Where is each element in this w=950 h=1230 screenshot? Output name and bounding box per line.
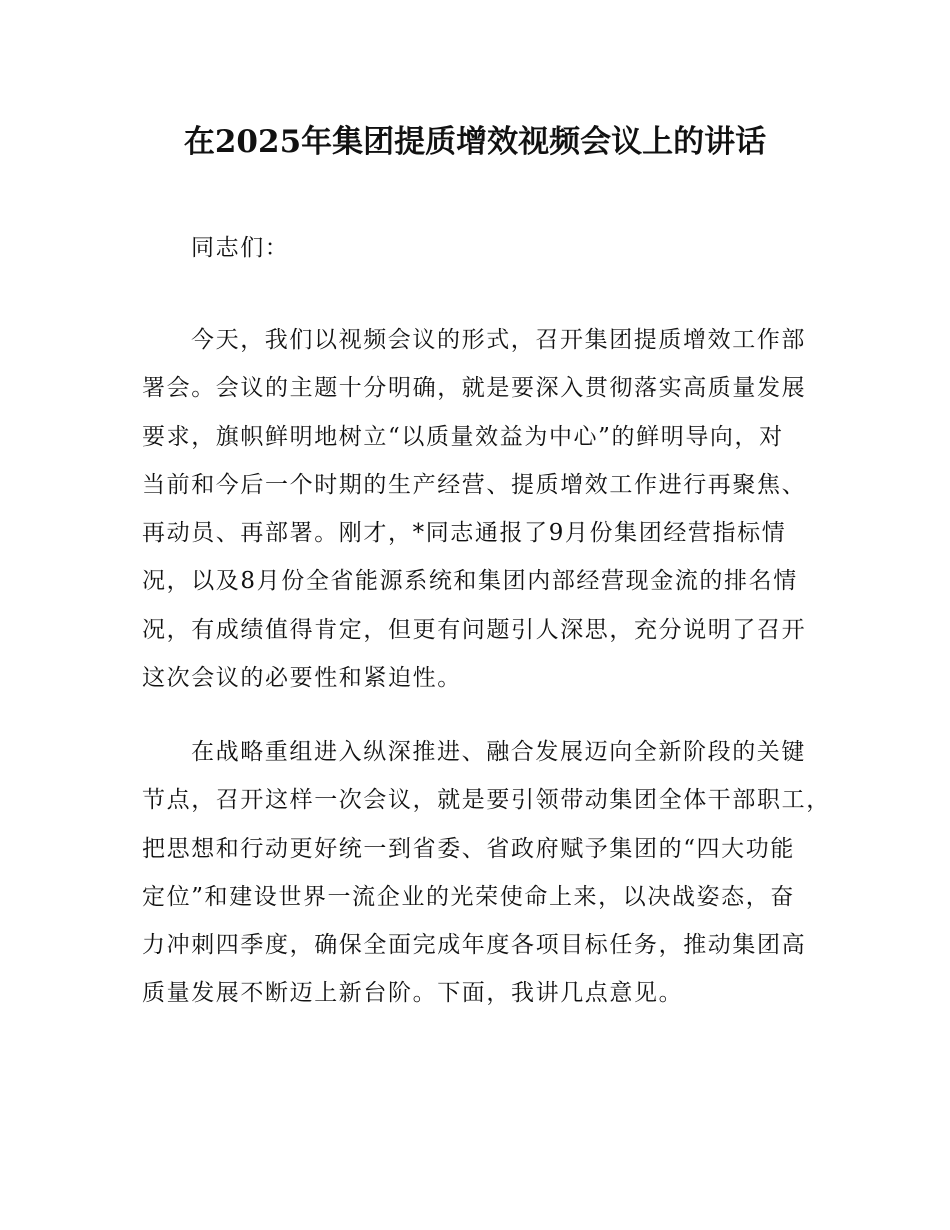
paragraph-line: 这次会议的必要性和紧迫性。 (142, 665, 462, 692)
document-title: 在2025年集团提质增效视频会议上的讲话 (183, 124, 767, 160)
salutation (142, 224, 812, 272)
paragraph-line: 力冲刺四季度，确保全面完成年度各项目标任务，推动集团高 (142, 932, 807, 959)
paragraph-line: 在战略重组进入纵深推进、融合发展迈向全新阶段的关键 (191, 739, 806, 765)
salutation-text: 同志们： (191, 235, 290, 261)
paragraph-line: 当前和今后一个时期的生产经营、提质增效工作进行再聚焦、 (142, 471, 807, 498)
paragraph-line: 再动员、再部署。刚才，*同志通报了9月份集团经营指标情 (142, 520, 787, 547)
paragraph-line: 况，有成绩值得肯定，但更有问题引人深思，充分说明了召开 (142, 616, 807, 643)
paragraph-line: 署会。会议的主题十分明确，就是要深入贯彻落实高质量发展 (142, 375, 807, 402)
paragraph-2 (142, 728, 831, 1018)
paragraph-line: 节点，召开这样一次会议，就是要引领带动集团全体干部职工， (142, 787, 831, 814)
paragraph-line: 质量发展不断迈上新台阶。下面，我讲几点意见。 (142, 980, 684, 1007)
paragraph-line: 要求，旗帜鲜明地树立“以质量效益为中心”的鲜明导向，对 (142, 423, 784, 450)
paragraph-line: 定位”和建设世界一流企业的光荣使命上来，以决战姿态，奋 (142, 883, 795, 910)
paragraph-line: 把思想和行动更好统一到省委、省政府赋予集团的“四大功能 (142, 835, 795, 862)
paragraph-line: 况，以及8月份全省能源系统和集团内部经营现金流的排名情 (142, 568, 798, 595)
paragraph-line: 今天，我们以视频会议的形式，召开集团提质增效工作部 (191, 327, 806, 353)
paragraph-1 (142, 316, 812, 702)
